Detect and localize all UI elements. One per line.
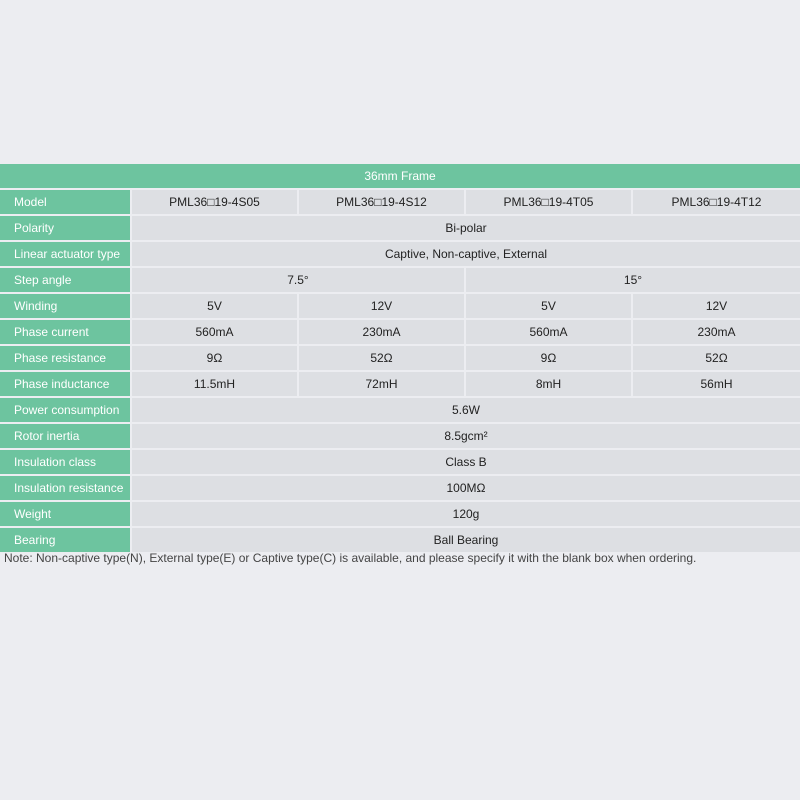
table-row: [0, 320, 800, 344]
step-angle-cell: 7.5°: [132, 268, 466, 292]
spec-table: [0, 162, 800, 554]
table-row: [0, 346, 800, 370]
frame-title: 36mm Frame: [0, 164, 800, 188]
phase-resistance-cell: 9Ω: [466, 346, 633, 370]
phase-current-cell: 560mA: [466, 320, 633, 344]
row-label-phase-current: Phase current: [0, 320, 132, 344]
table-row: [0, 450, 800, 474]
model-cell: PML36□19-4T05: [466, 190, 633, 214]
row-label-phase-resistance: Phase resistance: [0, 346, 132, 370]
rotor-inertia-value: 8.5gcm²: [132, 424, 800, 448]
winding-cell: 12V: [633, 294, 800, 318]
polarity-value: Bi-polar: [132, 216, 800, 240]
row-label-weight: Weight: [0, 502, 132, 526]
phase-inductance-cell: 72mH: [299, 372, 466, 396]
model-cell: PML36□19-4S05: [132, 190, 299, 214]
table-row: [0, 268, 800, 292]
table-row: [0, 294, 800, 318]
insulation-class-value: Class B: [132, 450, 800, 474]
frame-title-row: [0, 164, 800, 188]
row-label-model: Model: [0, 190, 132, 214]
phase-resistance-cell: 52Ω: [299, 346, 466, 370]
winding-cell: 5V: [132, 294, 299, 318]
insulation-resistance-value: 100MΩ: [132, 476, 800, 500]
row-label-polarity: Polarity: [0, 216, 132, 240]
phase-current-cell: 560mA: [132, 320, 299, 344]
phase-inductance-cell: 8mH: [466, 372, 633, 396]
phase-current-cell: 230mA: [633, 320, 800, 344]
row-label-bearing: Bearing: [0, 528, 132, 552]
row-label-winding: Winding: [0, 294, 132, 318]
step-angle-cell: 15°: [466, 268, 800, 292]
row-label-step-angle: Step angle: [0, 268, 132, 292]
linear-actuator-type-value: Captive, Non-captive, External: [132, 242, 800, 266]
row-label-rotor-inertia: Rotor inertia: [0, 424, 132, 448]
table-row: [0, 242, 800, 266]
table-row: [0, 398, 800, 422]
row-label-linear-actuator-type: Linear actuator type: [0, 242, 132, 266]
power-consumption-value: 5.6W: [132, 398, 800, 422]
model-cell: PML36□19-4T12: [633, 190, 800, 214]
phase-inductance-cell: 56mH: [633, 372, 800, 396]
table-row: [0, 372, 800, 396]
table-row: [0, 476, 800, 500]
winding-cell: 12V: [299, 294, 466, 318]
phase-resistance-cell: 52Ω: [633, 346, 800, 370]
row-label-phase-inductance: Phase inductance: [0, 372, 132, 396]
table-row: [0, 528, 800, 552]
weight-value: 120g: [132, 502, 800, 526]
bearing-value: Ball Bearing: [132, 528, 800, 552]
table-row: [0, 216, 800, 240]
phase-resistance-cell: 9Ω: [132, 346, 299, 370]
ordering-note: Note: Non-captive type(N), External type(E) or Captive type(C) is available, and please specify it with the blank box when ordering.: [4, 551, 697, 565]
row-label-insulation-resistance: Insulation resistance: [0, 476, 132, 500]
table-row: [0, 424, 800, 448]
winding-cell: 5V: [466, 294, 633, 318]
phase-current-cell: 230mA: [299, 320, 466, 344]
model-cell: PML36□19-4S12: [299, 190, 466, 214]
table-row: [0, 190, 800, 214]
row-label-power-consumption: Power consumption: [0, 398, 132, 422]
row-label-insulation-class: Insulation class: [0, 450, 132, 474]
table-row: [0, 502, 800, 526]
phase-inductance-cell: 11.5mH: [132, 372, 299, 396]
